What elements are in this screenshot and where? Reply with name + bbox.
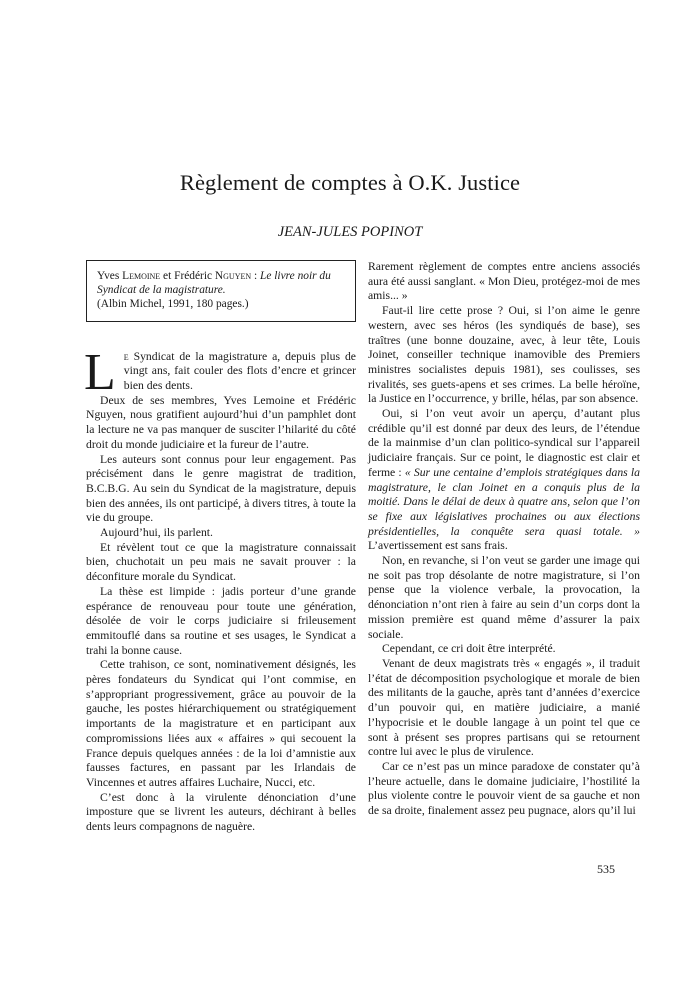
paragraph: Et révèlent tout ce que la magistrature connaissait bien, chuchotait un peu mais ne savait prouver : la déconfiture morale du Syndicat. [86, 540, 356, 584]
paragraph: Cette trahison, ce sont, nominativement désignés, les pères fondateurs du Syndicat qui l’ont commise, en s’appropriant progressivement, grâce au pouvoir de la gauche, les postes hiérarchiquement ou stratégiquement importants de la magistrature et en participant aux compromissions liées aux « affaires » qui secouent la France depuis quelques années : de la loi d’amnistie aux fausses factures, en passant par les Irlandais de Vincennes et autres affaires Luchaire, Nucci, etc. [86, 658, 356, 789]
paragraph: Venant de deux magistrats très « engagés », il traduit l’état de décomposition psychologique et morale de bien des militants de la gauche, après tant d’années d’exercice d’un pouvoir qui, en matière judiciaire, a manié l’hypocrisie et le double langage à un point tel que ce sont à présent ses propres partisans qui se retournent contre lui avec le plus de virulence. [368, 656, 640, 759]
ref-colon: : [251, 270, 261, 282]
lead-smallcaps: e [123, 349, 129, 363]
paragraph: Non, en revanche, si l’on veut se garder une image qui ne soit pas trop désolante de notre magistrature, si l’on pense que la violence verbale, la provocation, la dénonciation n’ont rien à faire au sein d’un corps dont la mission première est quand même d’assurer la paix sociale. [368, 554, 640, 641]
article-author: JEAN-JULES POPINOT [277, 224, 423, 240]
paragraph: Faut-il lire cette prose ? Oui, si l’on aime le genre western, avec ses héros (les syndiqués de base), ses traîtres (une bonne douzaine, avec, à leur tête, Louis Joinet, conseiller technique inamovible des Premiers ministres socialistes depuis 1981), ses coulisses, ses rivalités, ses guets-apens et ses crimes. La belle héroïne, la Justice en l’occurrence, y brille, hélas, par son absence. [368, 304, 640, 406]
ref-author1-surname: Lemoine [122, 270, 161, 282]
paragraph: Aujourd’hui, ils parlent. [100, 526, 213, 540]
paragraph [84, 343, 356, 401]
paragraph-text: Oui, si l’on veut avoir un aperçu, d’autant plus crédible qu’il est donné par deux des leurs, de l’étendue de la mainmise d’un clan politico-syndical sur l’appareil judiciaire français. Sur ce point, le diagnostic est clair et ferme : [368, 407, 640, 479]
drop-cap: L [84, 343, 116, 401]
ref-author2-surname: Nguyen [214, 270, 252, 282]
quotation: « Sur une centaine d’emplois stratégiques dans la magistrature, le clan Joinet en a conquis plus de la moitié. Dans le délai de deux à quatre ans, selon que l’on se fixe aux législatives prochaines ou aux élections présidentielles, la conquête sera quasi totale. » [368, 465, 640, 538]
paragraph-text: L’avertissement est sans frais. [368, 539, 508, 553]
ref-authors-prefix: Yves [97, 270, 123, 282]
paragraph: C’est donc à la virulente dénonciation d’une imposture que se livrent les auteurs, déchirant à belles dents leurs compagnons de naguère. [86, 790, 356, 834]
left-column [86, 260, 356, 835]
right-column [368, 260, 640, 819]
paragraph: Cependant, ce cri doit être interprété. [382, 642, 556, 656]
paragraph: Car ce n’est pas un mince paradoxe de constater qu’à l’heure actuelle, dans le domaine judiciaire, l’hostilité la plus violente contre le pouvoir vient de sa gauche et non de sa droite, finalement assez peu pugnace, alors qu’il lui [368, 759, 640, 818]
ref-book-title: Le livre noir du Syndicat de la magistrature. [97, 270, 331, 297]
paragraph: Les auteurs sont connus pour leur engagement. Pas précisément dans le genre magistrat de tradition, B.C.B.G. Au sein du Syndicat de la magistrature, depuis bien des années, ils ont participé, à divers titres, à toute la vie du groupe. [86, 452, 356, 525]
paragraph-text: Syndicat de la magistrature a, depuis plus de vingt ans, fait couler des flots d’encre et grincer bien des dents. [123, 349, 356, 393]
paragraph [368, 407, 640, 554]
ref-authors-middle: et Frédéric [160, 270, 215, 282]
article-title: Règlement de comptes à O.K. Justice [179, 170, 521, 195]
page-number: 535 [597, 862, 615, 876]
paragraph: Rarement règlement de comptes entre anciens associés aura été aussi sanglant. « Mon Dieu, protégez-moi de mes amis... » [368, 260, 640, 303]
book-reference-box [86, 260, 356, 322]
paragraph: Deux de ses membres, Yves Lemoine et Frédéric Nguyen, nous gratifient aujourd’hui d’un pamphlet dont la lecture ne va pas manquer de susciter l’hilarité du côté droit du monde judiciaire et la fureur de l’autre. [86, 393, 356, 451]
paragraph: La thèse est limpide : jadis porteur d’une grande espérance de renouveau pour toute une génération, désolée de voir le corps judiciaire si frileusement emmitouflé dans sa routine et ses usages, le Syndicat a trahi la bonne cause. [86, 584, 356, 657]
ref-publisher: (Albin Michel, 1991, 180 pages.) [97, 298, 249, 311]
